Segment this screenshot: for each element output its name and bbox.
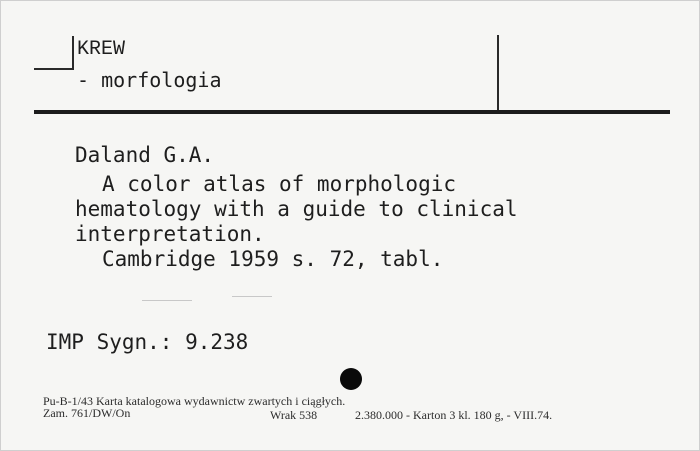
entry-imprint: Cambridge 1959 s. 72, tabl. [102,247,444,271]
entry-author: Daland G.A. [75,143,215,167]
smudge-mark [232,296,272,297]
subject-heading: KREW [77,38,126,61]
footer-print-code: Wrak 538 [270,408,318,422]
footer-form-line: Pu-B-1/43 Karta katalogowa wydawnictw zwartych i ciągłych. [43,394,346,408]
smudge-mark [142,300,192,301]
call-number: IMP Sygn.: 9.238 [46,330,249,354]
header-horizontal-rule-left [34,68,74,70]
punch-hole [340,368,362,390]
footer-print-run: 2.380.000 - Karton 3 kl. 180 g, - VIII.74. [355,408,553,422]
subject-subheading: - morfologia [77,68,222,92]
footer-order-number: Zam. 761/DW/On [43,406,131,420]
header-vertical-rule-right [497,35,499,111]
header-heavy-rule [34,110,670,114]
entry-title-line3: interpretation. [75,222,265,246]
entry-title-line1: A color atlas of morphologic [102,172,457,196]
header-vertical-rule-left [72,36,74,70]
entry-title-line2: hematology with a guide to clinical [75,197,518,221]
